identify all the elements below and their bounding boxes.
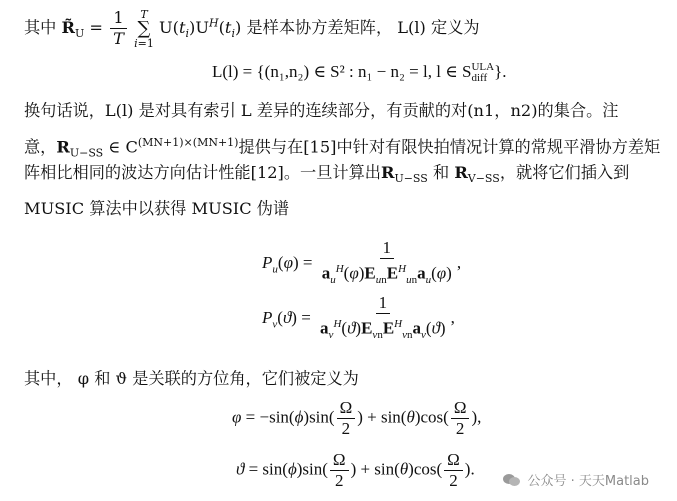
para2-line3: 阵相比相同的波达方向估计性能[12]。一旦计算出$R_{U-SS}$ 和 $R_{V-SS}$，就将它们插入到	[24, 163, 630, 186]
para2-line3-a: 阵相比相同的波达方向估计性能[12]。一旦计算出	[24, 163, 381, 182]
line1-end: 定义为	[431, 18, 480, 37]
para2-line4: MUSIC 算法中以获得 MUSIC 伪谱	[24, 199, 290, 218]
equation-Pv: $P_v(ϑ)$ = $\frac{1}{a_v^H(ϑ)E_{vn}E^H_{vn}a_v(ϑ)}$ ,	[262, 293, 455, 342]
line1-L: L(l)	[397, 18, 426, 37]
where-prefix: 其中，	[24, 369, 73, 388]
one-over-T-fraction: $\frac{1}{T}$	[110, 8, 127, 49]
sum-symbol: T ∑ i=1	[134, 7, 154, 50]
equation-L-body: L(l) = {(n₁,n₂) ∈ S² : n₁ − n₂ = l, l ∈ S	[212, 62, 472, 81]
text-line-1: 其中 $R̃_U$ = $\frac{1}{T}$ T ∑ i=1 $U(t_i)U^H(t_i)$ 是样本协方差矩阵， L(l) 定义为	[24, 7, 480, 50]
para2-line2-a: 意，	[24, 137, 57, 157]
equation-L-end: }.	[494, 62, 507, 81]
where-suffix: φ 和 ϑ 是关联的方位角，它们被定义为	[77, 369, 359, 388]
watermark-text: 公众号 · 天天Matlab	[527, 474, 649, 489]
equation-phi: φ = −sin(ϕ)sin( $\frac{\Omega}{2}$ ) + sin(θ)cos( $\frac{\Omega}{2}$ ),	[232, 398, 482, 438]
eq-sub: diff	[471, 72, 488, 85]
line1-suffix: 是样本协方差矩阵，	[246, 18, 393, 37]
equation-L	[212, 62, 507, 84]
para2-line2-b: 提供与在[15]中针对有限快拍情况计算的常规平滑协方差矩	[238, 137, 661, 157]
para2-line1: 换句话说，L(l) 是对具有索引 L 差异的连续部分，有贡献的对(n1，n2)的集合。注	[24, 101, 619, 120]
line1-prefix: 其中	[24, 18, 57, 37]
para2-line3-b: 和	[432, 163, 450, 182]
equation-Pu: $P_u(\varphi)$ = $\frac{1}{a_u^H(\varphi)E_{un}E^H_{un}a_u(\varphi)}$ ,	[262, 238, 462, 287]
equation-vartheta: ϑ = sin(ϕ)sin( $\frac{\Omega}{2}$ ) + sin(θ)cos( $\frac{\Omega}{2}$ ).	[236, 450, 475, 490]
eq-sup: ULA	[471, 61, 495, 74]
wechat-icon	[503, 473, 521, 487]
para2-line2: 意，$R_{U-SS}$ ∈ $C^{(MN+1)\times(MN+1)}$提供与在[15]中针对有限快拍情况计算的常规平滑协方差矩	[24, 136, 661, 160]
watermark	[503, 470, 649, 489]
where-line	[24, 368, 359, 390]
r-hat-symbol: R̃	[61, 18, 75, 37]
para2-line3-c: ，就将它们插入到	[499, 163, 630, 182]
